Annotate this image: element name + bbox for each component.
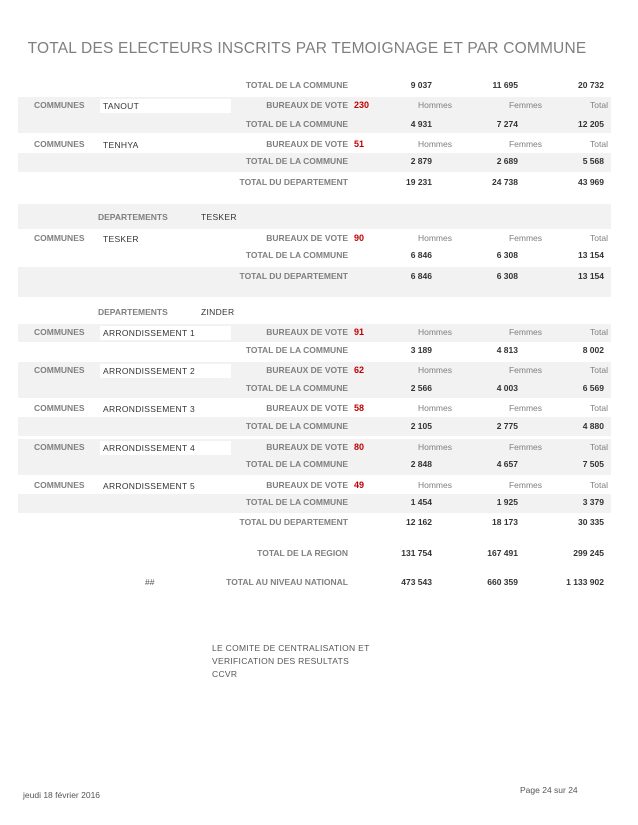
commune-total: 13 154 [578,250,604,260]
region-total: 299 245 [573,548,604,558]
commune-hommes: 3 189 [410,345,432,355]
bureaux-label: BUREAUX DE VOTE [266,365,348,375]
dept-total: 43 969 [578,177,604,187]
total-header: Total [590,233,608,243]
commune-name: ARRONDISSEMENT 5 [103,481,196,491]
commune-name: ARRONDISSEMENT 3 [103,404,196,414]
commune-femmes: 1 925 [496,497,518,507]
total-header: Total [590,442,608,452]
communes-label: COMMUNES [34,100,85,110]
commune-total: 6 569 [582,383,604,393]
total-commune-label: TOTAL DE LA COMMUNE [245,421,348,431]
bureaux-label: BUREAUX DE VOTE [266,327,348,337]
commune-hommes: 1 454 [410,497,432,507]
femmes-header: Femmes [508,403,542,413]
communes-label: COMMUNES [34,442,85,452]
commune-total: 3 379 [582,497,604,507]
total-commune-label: TOTAL DE LA COMMUNE [245,345,348,355]
commune-femmes: 2 689 [496,156,518,166]
commune-hommes: 2 566 [410,383,432,393]
signature-line-2: VERIFICATION DES RESULTATS [212,656,350,666]
total-commune-label: TOTAL DE LA COMMUNE [245,250,348,260]
commune-total: 12 205 [578,119,604,129]
national-hommes: 473 543 [401,577,432,587]
femmes-header: Femmes [508,480,542,490]
departement-name: ZINDER [201,307,235,317]
bureaux-count: 49 [354,480,365,490]
hommes-header: Hommes [417,100,452,110]
commune-femmes: 6 308 [496,250,518,260]
bureaux-label: BUREAUX DE VOTE [266,233,348,243]
bureaux-label: BUREAUX DE VOTE [266,100,348,110]
total-commune-label: TOTAL DE LA COMMUNE [245,119,348,129]
total-header: Total [590,100,608,110]
commune-name: ARRONDISSEMENT 1 [103,328,196,338]
hommes-header: Hommes [417,480,452,490]
commune-total: 8 002 [582,345,604,355]
signature-line-3: CCVR [212,669,238,679]
hommes-header: Hommes [417,365,452,375]
dept-hommes: 6 846 [410,271,432,281]
communes-label: COMMUNES [34,403,85,413]
bureaux-label: BUREAUX DE VOTE [266,442,348,452]
femmes-header: Femmes [508,100,542,110]
region-hommes: 131 754 [401,548,432,558]
national-femmes: 660 359 [487,577,518,587]
commune-femmes: 4 813 [496,345,518,355]
bureaux-label: BUREAUX DE VOTE [266,403,348,413]
hommes-header: Hommes [417,442,452,452]
commune-hommes: 4 931 [410,119,432,129]
commune-hommes: 2 848 [410,459,432,469]
commune-femmes: 7 274 [496,119,518,129]
total-header: Total [590,139,608,149]
top-hommes: 9 037 [410,80,432,90]
commune-femmes: 2 775 [496,421,518,431]
footer-date: jeudi 18 février 2016 [23,790,101,800]
departements-label: DEPARTEMENTS [98,212,168,222]
commune-total: 7 505 [582,459,604,469]
commune-femmes: 4 003 [496,383,518,393]
total-header: Total [590,327,608,337]
total-region-label: TOTAL DE LA REGION [257,548,348,558]
total-commune-label: TOTAL DE LA COMMUNE [245,383,348,393]
bureaux-count: 230 [354,100,370,110]
hommes-header: Hommes [417,403,452,413]
communes-label: COMMUNES [34,327,85,337]
departement-name: TESKER [201,212,237,222]
region-femmes: 167 491 [487,548,518,558]
national-marker: ## [145,577,155,587]
hommes-header: Hommes [417,139,452,149]
footer-page: Page 24 sur 24 [520,785,578,795]
total-commune-label: TOTAL DE LA COMMUNE [245,80,348,90]
dept-total: 13 154 [578,271,604,281]
communes-label: COMMUNES [34,139,85,149]
femmes-header: Femmes [508,139,542,149]
commune-name: TENHYA [103,140,139,150]
page-title: TOTAL DES ELECTEURS INSCRITS PAR TEMOIGNAGE ET PAR COMMUNE [27,40,587,57]
femmes-header: Femmes [508,327,542,337]
total-header: Total [590,365,608,375]
commune-hommes: 2 105 [410,421,432,431]
femmes-header: Femmes [508,365,542,375]
total-header: Total [590,480,608,490]
communes-label: COMMUNES [34,233,85,243]
commune-hommes: 2 879 [410,156,432,166]
departements-label: DEPARTEMENTS [98,307,168,317]
top-total: 20 732 [578,80,604,90]
commune-name: TANOUT [103,101,140,111]
national-total: 1 133 902 [566,577,604,587]
total-departement-label: TOTAL DU DEPARTEMENT [239,517,348,527]
dept-femmes: 18 173 [492,517,518,527]
dept-total: 30 335 [578,517,604,527]
total-national-label: TOTAL AU NIVEAU NATIONAL [226,577,348,587]
commune-name: TESKER [103,234,139,244]
commune-name: ARRONDISSEMENT 4 [103,443,196,453]
femmes-header: Femmes [508,442,542,452]
communes-label: COMMUNES [34,480,85,490]
total-header: Total [590,403,608,413]
total-commune-label: TOTAL DE LA COMMUNE [245,459,348,469]
commune-name: ARRONDISSEMENT 2 [103,366,196,376]
hommes-header: Hommes [417,327,452,337]
bureaux-count: 62 [354,365,365,375]
commune-femmes: 4 657 [496,459,518,469]
commune-total: 5 568 [582,156,604,166]
bureaux-count: 80 [354,442,365,452]
communes-label: COMMUNES [34,365,85,375]
bureaux-count: 58 [354,403,365,413]
commune-hommes: 6 846 [410,250,432,260]
total-departement-label: TOTAL DU DEPARTEMENT [239,271,348,281]
bureaux-count: 91 [354,327,365,337]
commune-total: 4 880 [582,421,604,431]
total-commune-label: TOTAL DE LA COMMUNE [245,497,348,507]
dept-femmes: 24 738 [492,177,518,187]
hommes-header: Hommes [417,233,452,243]
top-femmes: 11 695 [492,80,518,90]
femmes-header: Femmes [508,233,542,243]
bureaux-count: 90 [354,233,365,243]
dept-femmes: 6 308 [496,271,518,281]
dept-hommes: 12 162 [406,517,432,527]
bureaux-count: 51 [354,139,365,149]
bureaux-label: BUREAUX DE VOTE [266,139,348,149]
signature-line-1: LE COMITE DE CENTRALISATION ET [212,643,370,653]
dept-hommes: 19 231 [406,177,432,187]
total-departement-label: TOTAL DU DEPARTEMENT [239,177,348,187]
bureaux-label: BUREAUX DE VOTE [266,480,348,490]
total-commune-label: TOTAL DE LA COMMUNE [245,156,348,166]
